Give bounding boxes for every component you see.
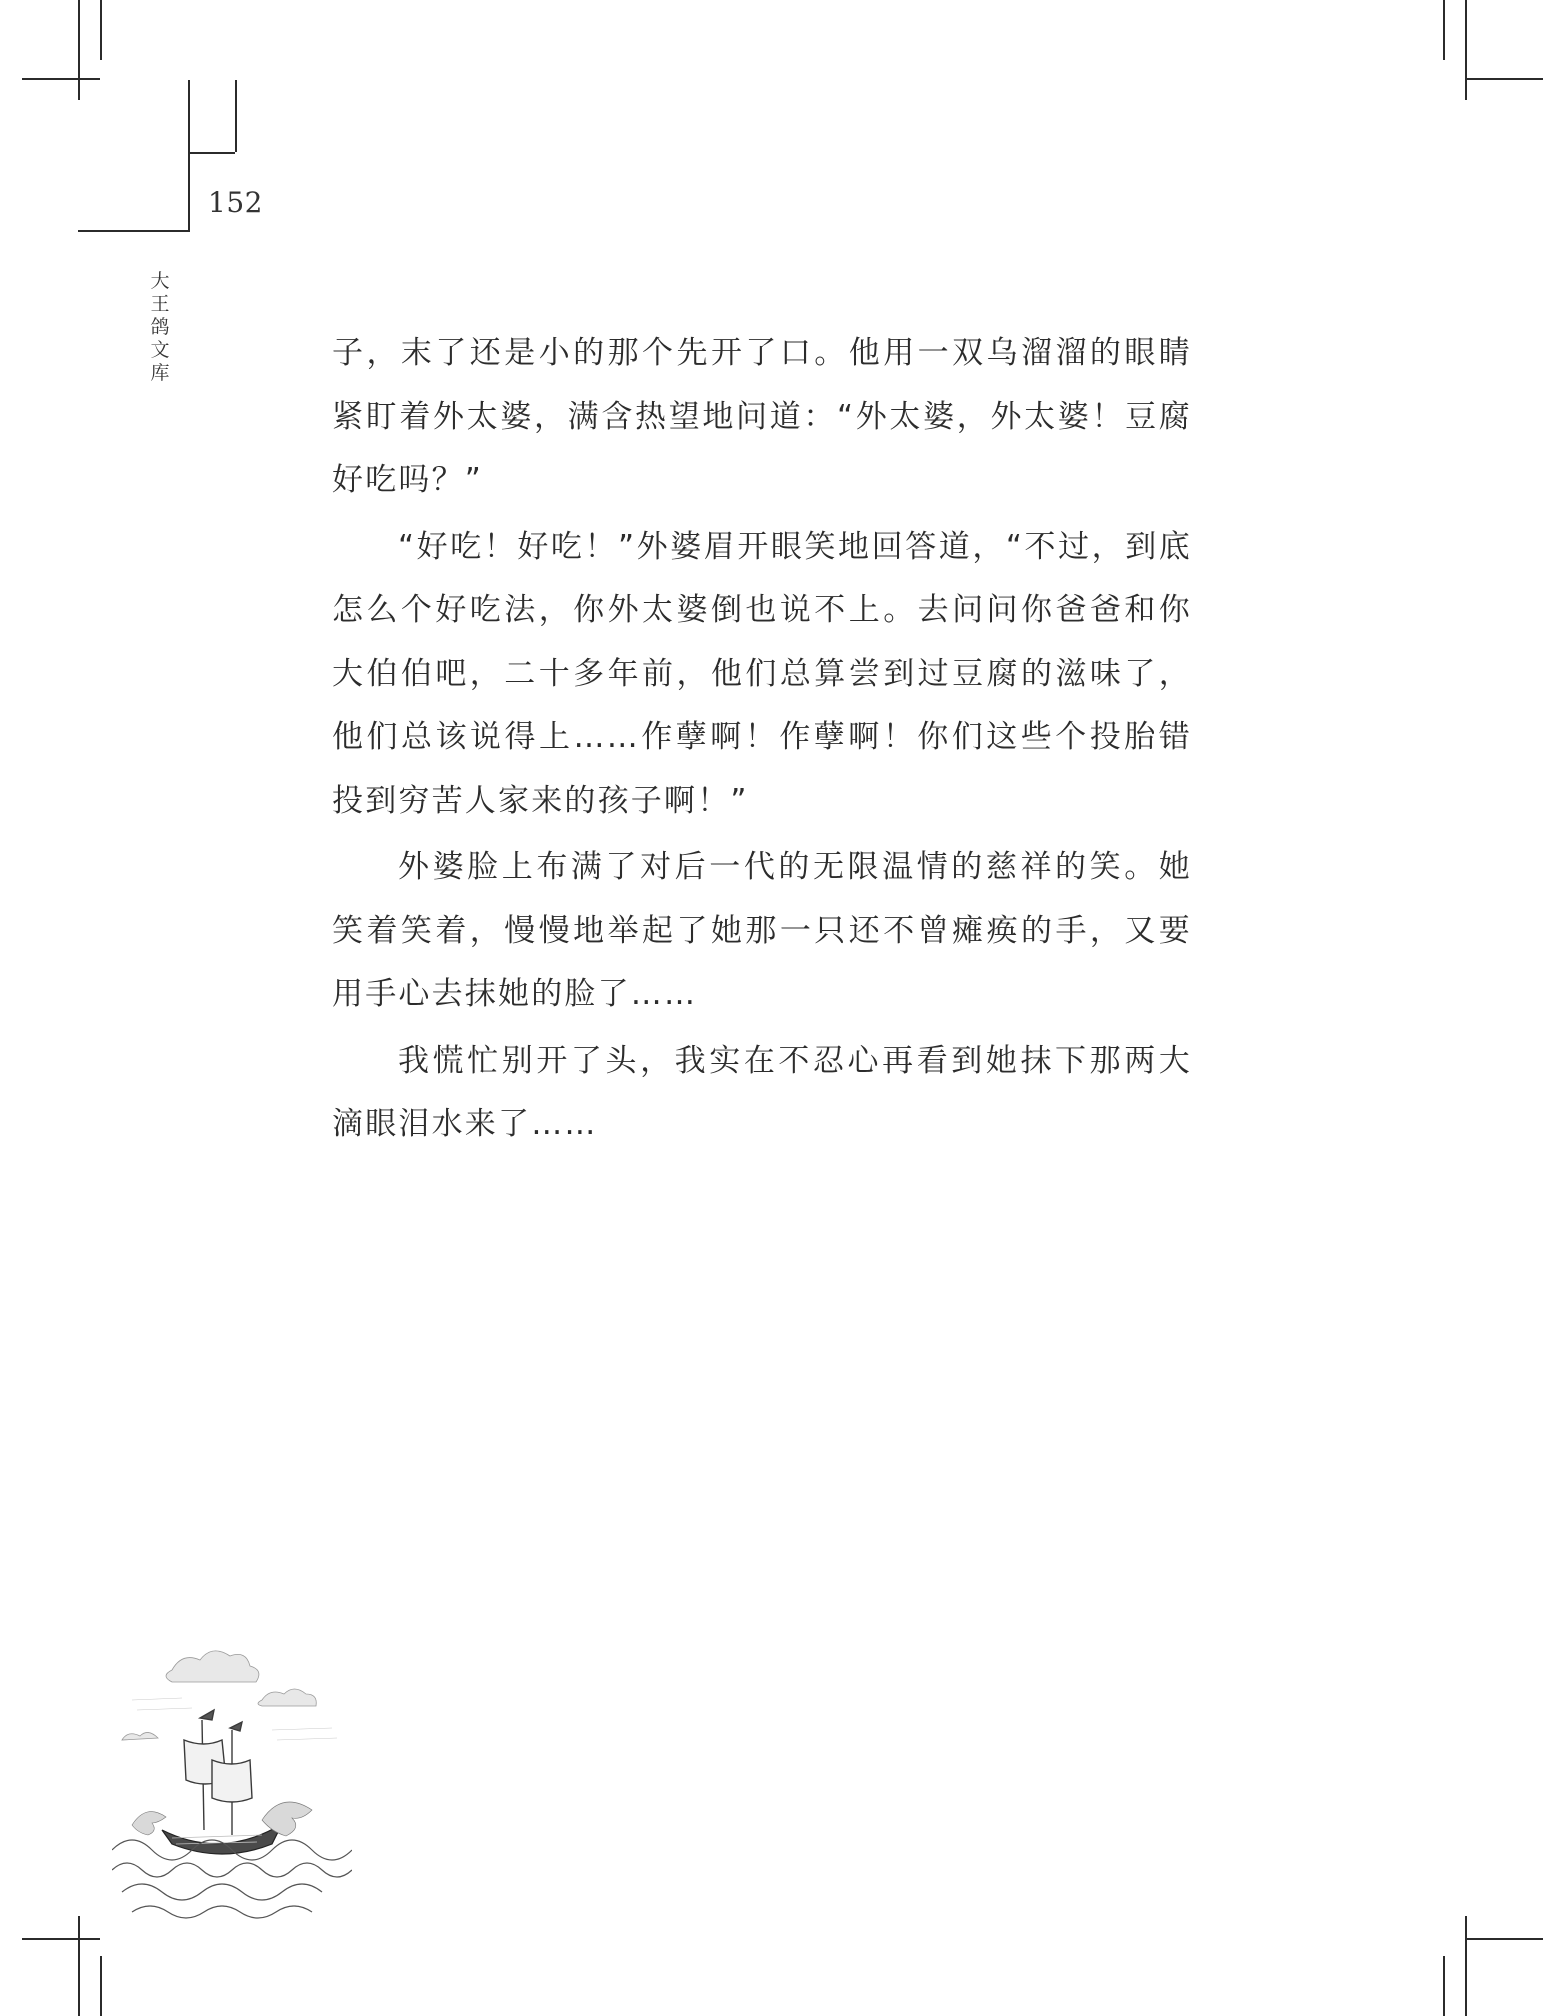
paragraph-1: 子，末了还是小的那个先开了口。他用一双乌溜溜的眼睛紧盯着外太婆，满含热望地问道：“外太婆，外太婆！豆腐好吃吗？” (332, 335, 1192, 498)
paragraph-3: 外婆脸上布满了对后一代的无限温情的慈祥的笑。她笑着笑着，慢慢地举起了她那一只还不曾瘫痪的手，又要用手心去抹她的脸了…… (332, 849, 1192, 1012)
sailing-ship-illustration (112, 1630, 352, 1930)
paragraph-2: “好吃！好吃！”外婆眉开眼笑地回答道，“不过，到底怎么个好吃法，你外太婆倒也说不上。去问问你爸爸和你大伯伯吧，二十多年前，他们总算尝到过豆腐的滋味了，他们总该说得上……作孽啊！作孽啊！你们这些个投胎错投到穷苦人家来的孩子啊！” (332, 528, 1192, 819)
paragraph-4: 我慌忙别开了头，我实在不忍心再看到她抹下那两大滴眼泪水来了…… (332, 1042, 1192, 1142)
page-number: 152 (208, 186, 263, 219)
body-text (332, 322, 1192, 1160)
series-title: 大王鸽文库 (150, 270, 170, 384)
